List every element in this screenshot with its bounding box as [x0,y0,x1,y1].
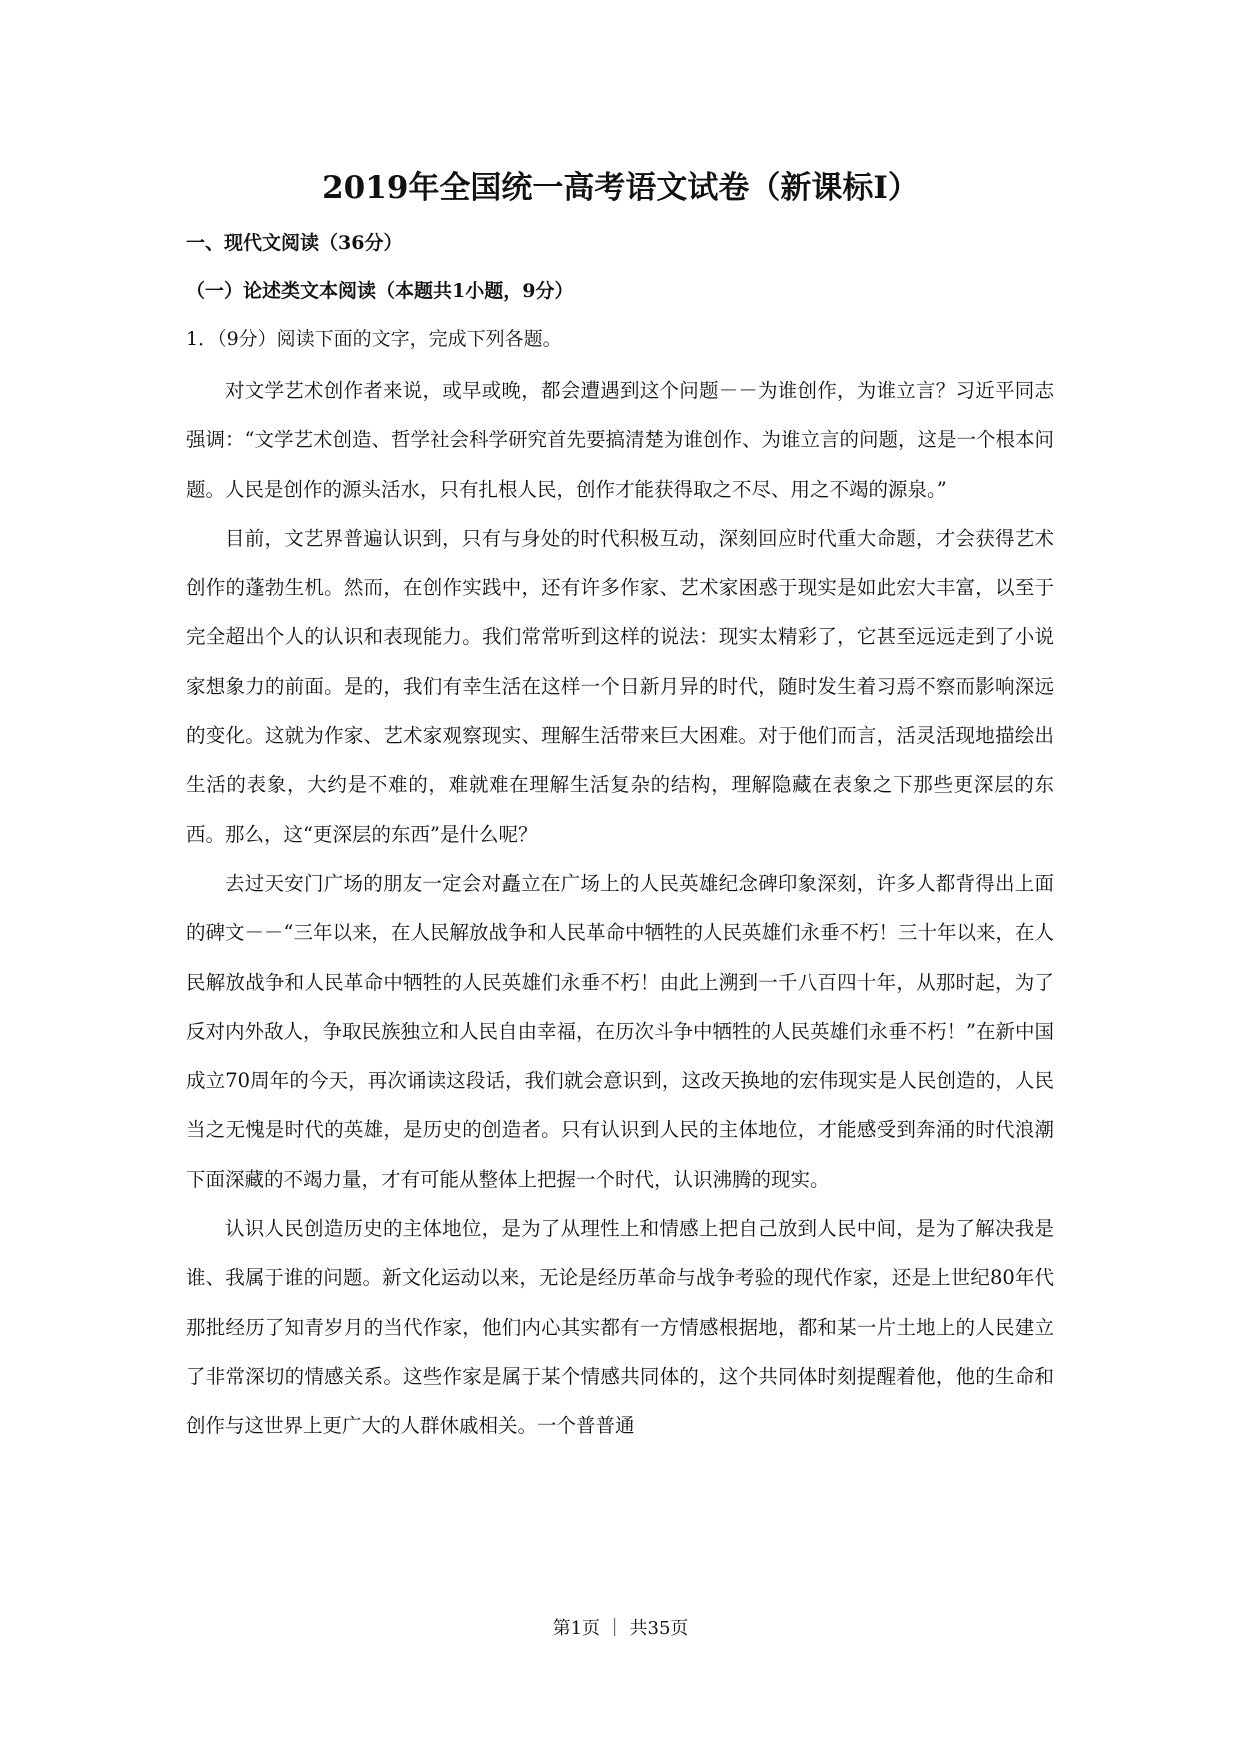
page-footer: 第1页 ｜ 共35页 [552,1618,689,1639]
section-heading: 一、现代文阅读（36分） [186,232,403,254]
paragraph: 去过天安门广场的朋友一定会对矗立在广场上的人民英雄纪念碑印象深刻，许多人都背得出上面的碑文－－“三年以来，在人民解放战争和人民革命中牺牲的人民英雄们永垂不朽！三十年以来，在人民解放战争和人民革命中牺牲的人民英雄们永垂不朽！由此上溯到一千八百四十年，从那时起，为了反对内外敌人，争取民族独立和人民自由幸福，在历次斗争中牺牲的人民英雄们永垂不朽！”在新中国成立70周年的今天，再次诵读这段话，我们就会意识到，这改天换地的宏伟现实是人民创造的，人民当之无愧是时代的英雄，是历史的创造者。只有认识到人民的主体地位，才能感受到奔涌的时代浪潮下面深藏的不竭力量，才有可能从整体上把握一个时代，认识沸腾的现实。 [186,871,1054,1191]
paragraph: 认识人民创造历史的主体地位，是为了从理性上和情感上把自己放到人民中间，是为了解决我是谁、我属于谁的问题。新文化运动以来，无论是经历革命与战争考验的现代作家，还是上世纪80年代那批经历了知青岁月的当代作家，他们内心其实都有一方情感根据地，都和某一片土地上的人民建立了非常深切的情感关系。这些作家是属于某个情感共同体的，这个共同体时刻提醒着他，他的生命和创作与这世界上更广大的人群休戚相关。一个普普通 [186,1217,1054,1438]
subsection-heading: （一）论述类文本阅读（本题共1小题，9分） [186,280,574,302]
paragraph: 对文学艺术创作者来说，或早或晚，都会遭遇到这个问题－－为谁创作，为谁立言？习近平同志强调：“文学艺术创造、哲学社会科学研究首先要搞清楚为谁创作、为谁立言的问题，这是一个根本问题。人民是创作的源头活水，只有扎根人民，创作才能获得取之不尽、用之不竭的源泉。” [186,379,1054,501]
question-intro: 1．（9分）阅读下面的文字，完成下列各题。 [186,328,562,350]
reading-passage [186,366,1054,1451]
document-title: 2019年全国统一高考语文试卷（新课标Ⅰ） [322,170,919,206]
paragraph: 目前，文艺界普遍认识到，只有与身处的时代积极互动，深刻回应时代重大命题，才会获得艺术创作的蓬勃生机。然而，在创作实践中，还有许多作家、艺术家困惑于现实是如此宏大丰富，以至于完全超出个人的认识和表现能力。我们常常听到这样的说法：现实太精彩了，它甚至远远走到了小说家想象力的前面。是的，我们有幸生活在这样一个日新月异的时代，随时发生着习焉不察而影响深远的变化。这就为作家、艺术家观察现实、理解生活带来巨大困难。对于他们而言，活灵活现地描绘出生活的表象，大约是不难的，难就难在理解生活复杂的结构，理解隐藏在表象之下那些更深层的东西。那么，这“更深层的东西”是什么呢？ [186,526,1054,846]
